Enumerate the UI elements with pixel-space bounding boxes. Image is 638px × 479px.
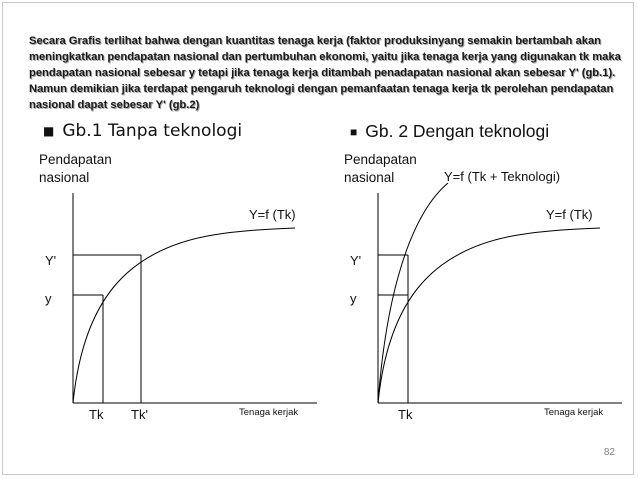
y-axis-label-line: nasional bbox=[39, 170, 90, 185]
y-tick-low: y bbox=[45, 291, 52, 306]
x-axis-label: Tenaga kerjak bbox=[544, 407, 604, 418]
caption-figure-2-text: Gb. 2 Dengan teknologi bbox=[365, 121, 550, 141]
y-tick-high: Y' bbox=[45, 253, 57, 268]
diagram-with-technology bbox=[338, 145, 628, 435]
diagram-without-technology bbox=[33, 145, 323, 435]
y-tick-high: Y' bbox=[350, 253, 362, 268]
bullet-square-icon: ■ bbox=[43, 124, 55, 138]
diagram-with-technology-canvas bbox=[338, 145, 628, 435]
y-axis-label bbox=[39, 151, 112, 187]
intro-paragraph bbox=[29, 33, 619, 113]
caption-figure-2 bbox=[350, 121, 549, 142]
curve-label: Y=f (Tk) bbox=[546, 207, 593, 222]
x-axis-label: Tenaga kerjak bbox=[239, 407, 299, 418]
intro-line: pendapatan nasional sebesar y tetapi jika tenaga kerja ditambah penadapatan nasional akan sebesar Y' (gb.1). bbox=[29, 67, 616, 79]
production-curve bbox=[73, 228, 295, 403]
y-axis-label-line: nasional bbox=[344, 170, 395, 185]
curve-with-technology-label: Y=f (Tk + Teknologi) bbox=[444, 169, 561, 184]
y-axis-label-line: Pendapatan bbox=[344, 152, 417, 167]
diagram-without-technology-canvas bbox=[33, 145, 323, 435]
x-tick-tk: Tk bbox=[89, 407, 104, 422]
y-axis-label bbox=[344, 151, 417, 187]
caption-figure-1-text: Gb.1 Tanpa teknologi bbox=[62, 121, 243, 141]
intro-line: Secara Grafis terlihat bahwa dengan kuantitas tenaga kerja (faktor produksinyang semakin bertambah akan bbox=[29, 35, 601, 47]
intro-line: nasional dapat sebesar Y' (gb.2) bbox=[29, 99, 200, 111]
intro-line: Namun demikian jika terdapat pengaruh teknologi dengan pemanfaatan tenaga kerja tk perolehan pendapatan bbox=[29, 83, 614, 95]
production-curve bbox=[378, 228, 600, 403]
x-tick-tk-prime: Tk' bbox=[131, 407, 148, 422]
intro-line: meningkatkan pendapatan nasional dan pertumbuhan ekonomi, yaitu jika tenaga kerja yang digunakan tk maka bbox=[29, 51, 621, 63]
slide bbox=[2, 2, 634, 475]
production-curve-with-technology bbox=[378, 183, 448, 403]
caption-figure-1 bbox=[43, 121, 242, 141]
curve-label: Y=f (Tk) bbox=[249, 207, 296, 222]
y-axis-label-line: Pendapatan bbox=[39, 152, 112, 167]
x-tick-tk: Tk bbox=[398, 407, 413, 422]
page-number: 82 bbox=[603, 447, 615, 458]
y-tick-low: y bbox=[350, 291, 357, 306]
bullet-square-icon: ■ bbox=[350, 124, 358, 139]
